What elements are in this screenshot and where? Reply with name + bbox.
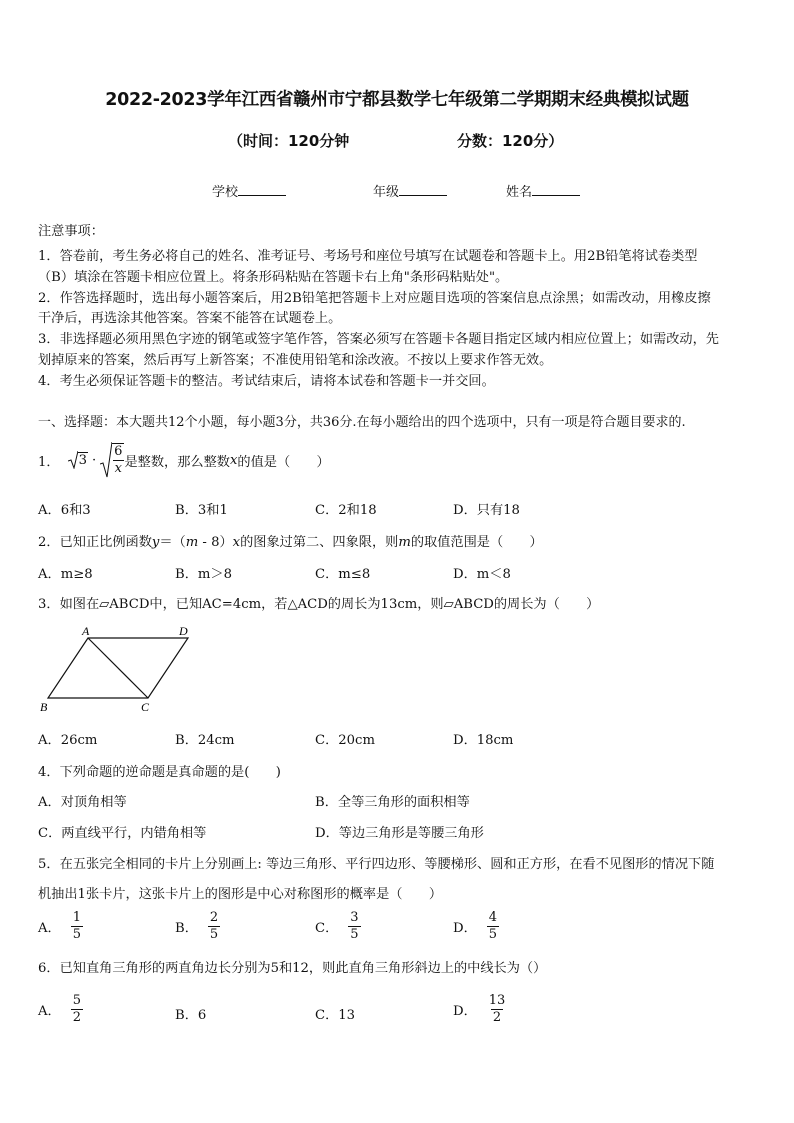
- question-number: 1．: [38, 454, 60, 470]
- diagonal-ac: [88, 638, 148, 698]
- option-fraction: [71, 910, 83, 943]
- option-fraction: [208, 910, 220, 943]
- notes-heading: 注意事项：: [38, 224, 104, 239]
- option-c: C．13: [315, 1008, 356, 1023]
- option-b: B．3和1: [175, 503, 228, 518]
- vertex-label-c: C: [141, 700, 150, 712]
- option-c: C．m≤8: [315, 567, 371, 582]
- frac-den: 5: [350, 927, 359, 942]
- time-label: （时间：120分钟: [228, 132, 350, 150]
- school-label: 学校: [212, 185, 239, 200]
- frac-den: 2: [492, 1010, 502, 1025]
- question-6: 6．已知直角三角形的两直角边长分别为5和12，则此直角三角形斜边上的中线长为（）: [38, 961, 547, 976]
- option-fraction: [487, 993, 508, 1026]
- name-blank: [532, 183, 580, 196]
- question-text: - 8）: [198, 535, 233, 550]
- note-line: 4．考生必须保证答题卡的整洁。考试结束后，请将本试卷和答题卡一并交回。: [38, 374, 495, 389]
- option-label: A．: [38, 1004, 61, 1019]
- note-line: 干净后，再选涂其他答案。答案不能答在试题卷上。: [38, 311, 342, 326]
- option-c: [315, 910, 361, 943]
- radical-sign-icon: [100, 442, 112, 478]
- option-fraction: [348, 910, 360, 943]
- option-a: [38, 910, 83, 943]
- option-d: D．18cm: [453, 733, 514, 748]
- option-c: C．两直线平行，内错角相等: [38, 826, 207, 841]
- variable: m: [185, 535, 199, 550]
- frac-num: 4: [488, 910, 498, 925]
- vertex-label-a: A: [82, 624, 90, 638]
- vertex-label-b: B: [40, 700, 48, 712]
- question-3: 3．如图在▱ABCD中，已知AC=4cm，若△ACD的周长为13cm，则▱ABCD的周长为（ ）: [38, 597, 600, 612]
- option-b: B．全等三角形的面积相等: [315, 795, 470, 810]
- question-text: 的值是（ ）: [237, 454, 330, 470]
- frac-num: 13: [488, 993, 506, 1008]
- question-2: [38, 531, 543, 550]
- option-label: B．: [175, 921, 198, 936]
- question-5-line: 机抽出1张卡片，这张卡片上的图形是中心对称图形的概率是（ ）: [38, 887, 443, 902]
- option-fraction: [487, 910, 499, 943]
- frac-den: 5: [72, 927, 81, 942]
- note-line: 1．答卷前，考生务必将自己的姓名、准考证号、考场号和座位号填写在试题卷和答题卡上。用2B铅笔将试卷类型: [38, 249, 698, 264]
- question-4: 4．下列命题的逆命题是真命题的是( ): [38, 765, 281, 780]
- frac-num: 1: [72, 910, 81, 925]
- variable: x: [229, 452, 238, 468]
- question-text: 是整数，那么整数: [124, 454, 230, 470]
- school-field: [212, 181, 286, 200]
- option-label: C．: [315, 921, 339, 936]
- page-title: 2022-2023学年江西省赣州市宁都县数学七年级第二学期期末经典模拟试题: [105, 90, 689, 110]
- option-c: C．20cm: [315, 733, 375, 748]
- option-b: B．m＞8: [175, 567, 232, 582]
- option-label: A．: [38, 921, 61, 936]
- frac-den: 5: [209, 927, 219, 942]
- option-a: A．6和3: [38, 503, 91, 518]
- school-blank: [238, 183, 286, 196]
- frac-den: 2: [72, 1010, 81, 1025]
- option-d: D．等边三角形是等腰三角形: [315, 826, 484, 841]
- radicand-fraction: [112, 443, 124, 477]
- frac-den: x: [114, 461, 122, 476]
- variable: x: [232, 535, 241, 550]
- option-label: D．: [453, 921, 477, 936]
- question-text: ＝（: [159, 535, 186, 550]
- variable: y: [151, 535, 160, 550]
- section-heading: 一、选择题：本大题共12个小题，每小题3分，共36分.在每小题给出的四个选项中，只有一项是符合题目要求的.: [38, 415, 686, 430]
- question-1: [38, 442, 330, 478]
- question-text: 的图象过第二、四象限，则: [240, 535, 399, 550]
- frac-num: 2: [209, 910, 219, 925]
- frac-num: 3: [350, 910, 359, 925]
- option-b: B．6: [175, 1008, 207, 1023]
- option-d: [453, 993, 507, 1026]
- score-label: 分数：120分）: [457, 132, 564, 150]
- frac-num: 6: [114, 444, 123, 459]
- variable: m: [398, 535, 411, 550]
- note-line: 划掉原来的答案，然后再写上新答案；不准使用铅笔和涂改液。不按以上要求作答无效。: [38, 353, 553, 368]
- option-a: A．26cm: [38, 733, 98, 748]
- grade-blank: [399, 183, 447, 196]
- note-line: 2．作答选择题时，选出每小题答案后，用2B铅笔把答题卡上对应题目选项的答案信息点涂黑；如需改动，用橡皮擦: [38, 291, 711, 306]
- option-c: C．2和18: [315, 503, 377, 518]
- name-field: [506, 181, 580, 200]
- option-d: D．只有18: [453, 503, 520, 518]
- parallelogram-figure: [36, 620, 196, 712]
- note-line: （B）填涂在答题卡相应位置上。将条形码粘贴在答题卡右上角"条形码粘贴处"。: [38, 270, 509, 285]
- frac-den: 5: [488, 927, 498, 942]
- option-a: A．m≥8: [38, 567, 93, 582]
- option-label: D．: [453, 1004, 477, 1019]
- option-b: [175, 910, 220, 943]
- radicand: 3: [78, 453, 87, 468]
- name-label: 姓名: [506, 185, 533, 200]
- sqrt-expression: 3 · $\frac{6}{x}$: [68, 442, 125, 478]
- grade-field: [373, 181, 447, 200]
- vertex-label-d: D: [179, 624, 188, 638]
- radical-sign-icon: [68, 451, 78, 469]
- frac-num: 5: [72, 993, 81, 1008]
- option-a: [38, 993, 83, 1026]
- option-d: D．m＜8: [453, 567, 511, 582]
- option-a: A．对顶角相等: [38, 795, 127, 810]
- option-d: [453, 910, 499, 943]
- option-fraction: [71, 993, 83, 1026]
- grade-label: 年级: [373, 185, 400, 200]
- question-5-line: 5．在五张完全相同的卡片上分别画上: 等边三角形、平行四边形、等腰梯形、圆和正方形，在看不见图形的情况下随: [38, 857, 715, 872]
- question-text: 2．已知正比例函数: [38, 535, 152, 550]
- option-b: B．24cm: [175, 733, 235, 748]
- note-line: 3．非选择题必须用黑色字迹的钢笔或签字笔作答，答案必须写在答题卡各题目指定区域内相应位置上；如需改动，先: [38, 332, 719, 347]
- question-text: 的取值范围是（ ）: [410, 535, 543, 550]
